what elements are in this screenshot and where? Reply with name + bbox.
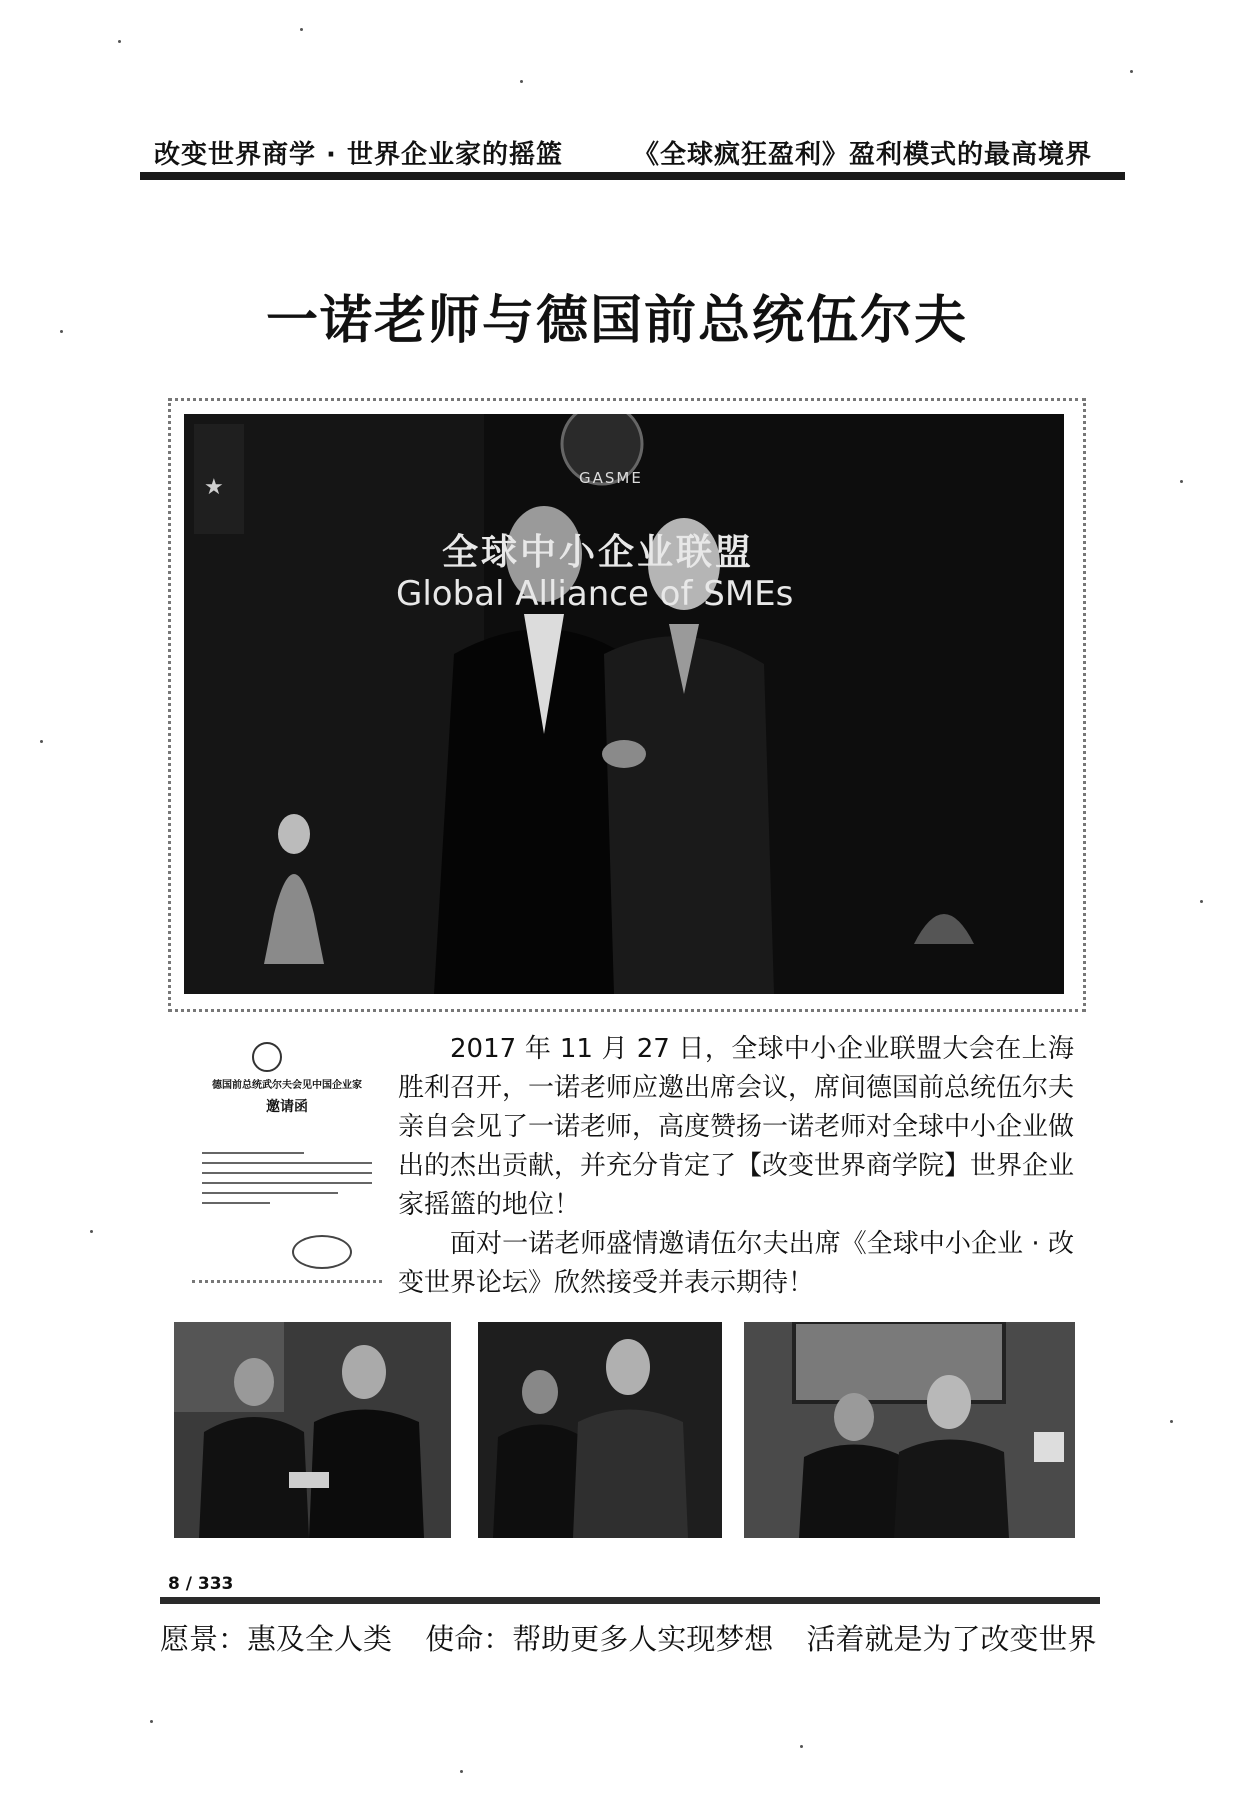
invitation-letter-image <box>192 1040 382 1283</box>
scan-speck <box>1130 70 1133 73</box>
body-paragraph-2: 面对一诺老师盛情邀请伍尔夫出席《全球中小企业 · 改变世界论坛》欣然接受并表示期待！ <box>398 1229 1074 1298</box>
thumbnail-1-scene <box>174 1322 451 1538</box>
scan-speck <box>460 1770 463 1773</box>
footer-mission: 使命：帮助更多人实现梦想 <box>425 1622 774 1656</box>
footer-vision: 愿景：惠及全人类 <box>160 1622 393 1656</box>
letter-subheading: 邀请函 <box>266 1099 308 1115</box>
photo-thumbnail-2 <box>478 1322 722 1538</box>
header-rule <box>140 172 1125 180</box>
header-right-text: 《全球疯狂盈利》盈利模式的最高境界 <box>633 140 1093 170</box>
photo-thumbnail-3 <box>744 1322 1075 1538</box>
body-paragraph-1: 2017 年 11 月 27 日，全球中小企业联盟大会在上海胜利召开，一诺老师应邀出席会议，席间德国前总统伍尔夫亲自会见了一诺老师，高度赞扬一诺老师对全球中小企业做出的杰出贡献，并充分肯定了【改变世界商学院】世界企业家摇篮的地位！ <box>398 1034 1075 1220</box>
scan-speck <box>40 740 43 743</box>
scan-speck <box>1200 900 1203 903</box>
scan-speck <box>300 28 303 31</box>
letter-heading: 德国前总统武尔夫会见中国企业家 <box>212 1080 362 1091</box>
thumbnail-3-scene <box>744 1322 1075 1538</box>
thumbnail-2-scene <box>478 1322 722 1538</box>
letter-text-lines <box>202 1152 372 1212</box>
page-footer <box>160 1617 1100 1658</box>
article-body <box>398 1030 1074 1303</box>
scan-speck <box>800 1745 803 1748</box>
banner-chinese: 全球中小企业联盟 <box>442 532 755 573</box>
banner-english: Global Alliance of SMEs <box>396 574 794 614</box>
scan-speck <box>90 1230 93 1233</box>
photo-thumbnail-1 <box>174 1322 451 1538</box>
banner-logo-text: GASME <box>579 469 643 487</box>
main-photo-scene <box>184 414 1064 994</box>
page-number: 8 / 333 <box>168 1574 234 1594</box>
scan-speck <box>1180 480 1183 483</box>
header-left-text: 改变世界商学 · 世界企业家的摇篮 <box>154 140 563 170</box>
svg-text:★: ★ <box>204 475 224 500</box>
footer-motto: 活着就是为了改变世界 <box>806 1622 1097 1656</box>
scan-speck <box>1170 1420 1173 1423</box>
page-header <box>140 128 1125 178</box>
scan-speck <box>520 80 523 83</box>
letter-emblem-icon <box>252 1042 282 1072</box>
main-photo <box>184 414 1064 994</box>
scan-speck <box>150 1720 153 1723</box>
page-title: 一诺老师与德国前总统伍尔夫 <box>265 291 968 351</box>
letter-seal-icon <box>292 1235 352 1269</box>
footer-rule <box>160 1597 1100 1604</box>
scan-speck <box>118 40 121 43</box>
